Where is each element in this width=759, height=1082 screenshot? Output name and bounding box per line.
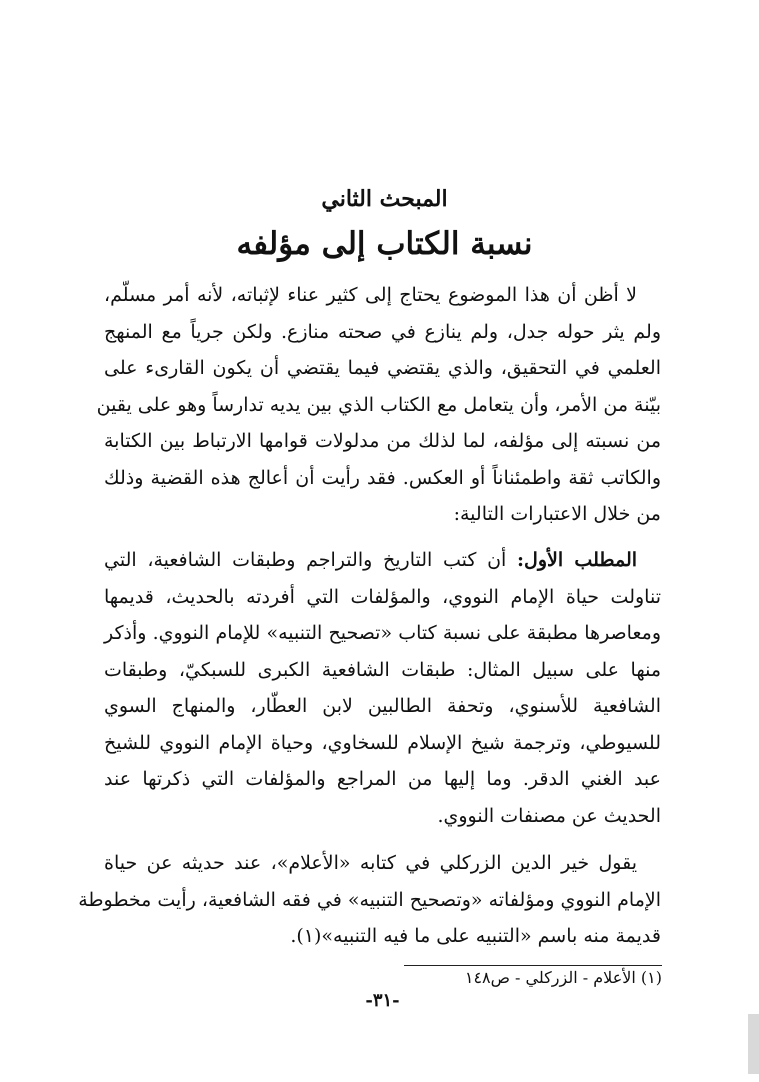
paragraph-2 [104, 542, 661, 834]
footnote-divider [404, 965, 662, 966]
page-title: نسبة الكتاب إلى مؤلفه [236, 226, 533, 262]
lead-heading: المطلب الأول: [517, 549, 638, 571]
page-number: -٣١- [365, 990, 400, 1011]
text-line: بيّنة من الأمر، وأن يتعامل مع الكتاب الذي بين يديه تدارساً وهو على يقين [96, 393, 661, 416]
text-line: المطلب الأول: أن كتب التاريخ والتراجم وطبقات الشافعية، التي [104, 549, 638, 571]
text-line: العلمي في التحقيق، والذي يقتضي فيما يقتضي أن يكون القارىء على [104, 357, 661, 379]
text-line: لا أظن أن هذا الموضوع يحتاج إلى كثير عناء لإثباته، لأنه أمر مسلّم، [104, 284, 637, 306]
scan-edge-shadow [748, 1014, 759, 1074]
text-line: من نسبته إلى مؤلفه، لما لذلك من مدلولات قوامها الارتباط بين الكتابة [104, 430, 661, 452]
paragraph-3 [78, 845, 661, 955]
paragraph-1 [96, 277, 661, 533]
footnote: (١) الأعلام - الزركلي - ص١٤٨ [464, 968, 662, 987]
text-line: عبد الغني الدقر. وما إليها من المراجع والمؤلفات التي ذكرتها عند [104, 768, 661, 790]
text-line: يقول خير الدين الزركلي في كتابه «الأعلام»، عند حديثه عن حياة [104, 852, 637, 874]
text-line: تناولت حياة الإمام النووي، والمؤلفات التي أفردته بالحديث، قديمها [104, 585, 661, 608]
text-line: الحديث عن مصنفات النووي. [437, 804, 661, 827]
section-heading: المبحث الثاني [321, 186, 448, 212]
text-line: ومعاصرها مطبقة على نسبة كتاب «تصحيح التنبيه» للإمام النووي. وأذكر [104, 622, 661, 644]
text-line: منها على سبيل المثال: طبقات الشافعية الكبرى للسبكيّ، وطبقات [104, 658, 661, 681]
text-line: من خلال الاعتبارات التالية: [453, 503, 661, 525]
text-line: للسيوطي، وترجمة شيخ الإسلام للسخاوي، وحياة الإمام النووي للشيخ [104, 731, 661, 754]
text-line: الإمام النووي ومؤلفاته «وتصحيح التنبيه» في فقه الشافعية، رأيت مخطوطة [78, 888, 661, 911]
text-line: والكاتب ثقة واطمئناناً أو العكس. فقد رأيت أن أعالج هذه القضية وذلك [104, 466, 661, 489]
text-line: ولم يثر حوله جدل، ولم ينازع في صحته منازع. ولكن جرياً مع المنهج [104, 320, 661, 343]
text-line: قديمة منه باسم «التنبيه على ما فيه التنبيه»(١). [290, 925, 661, 947]
text-line: الشافعية للأسنوي، وتحفة الطالبين لابن العطّار، والمنهاج السوي [104, 695, 661, 717]
